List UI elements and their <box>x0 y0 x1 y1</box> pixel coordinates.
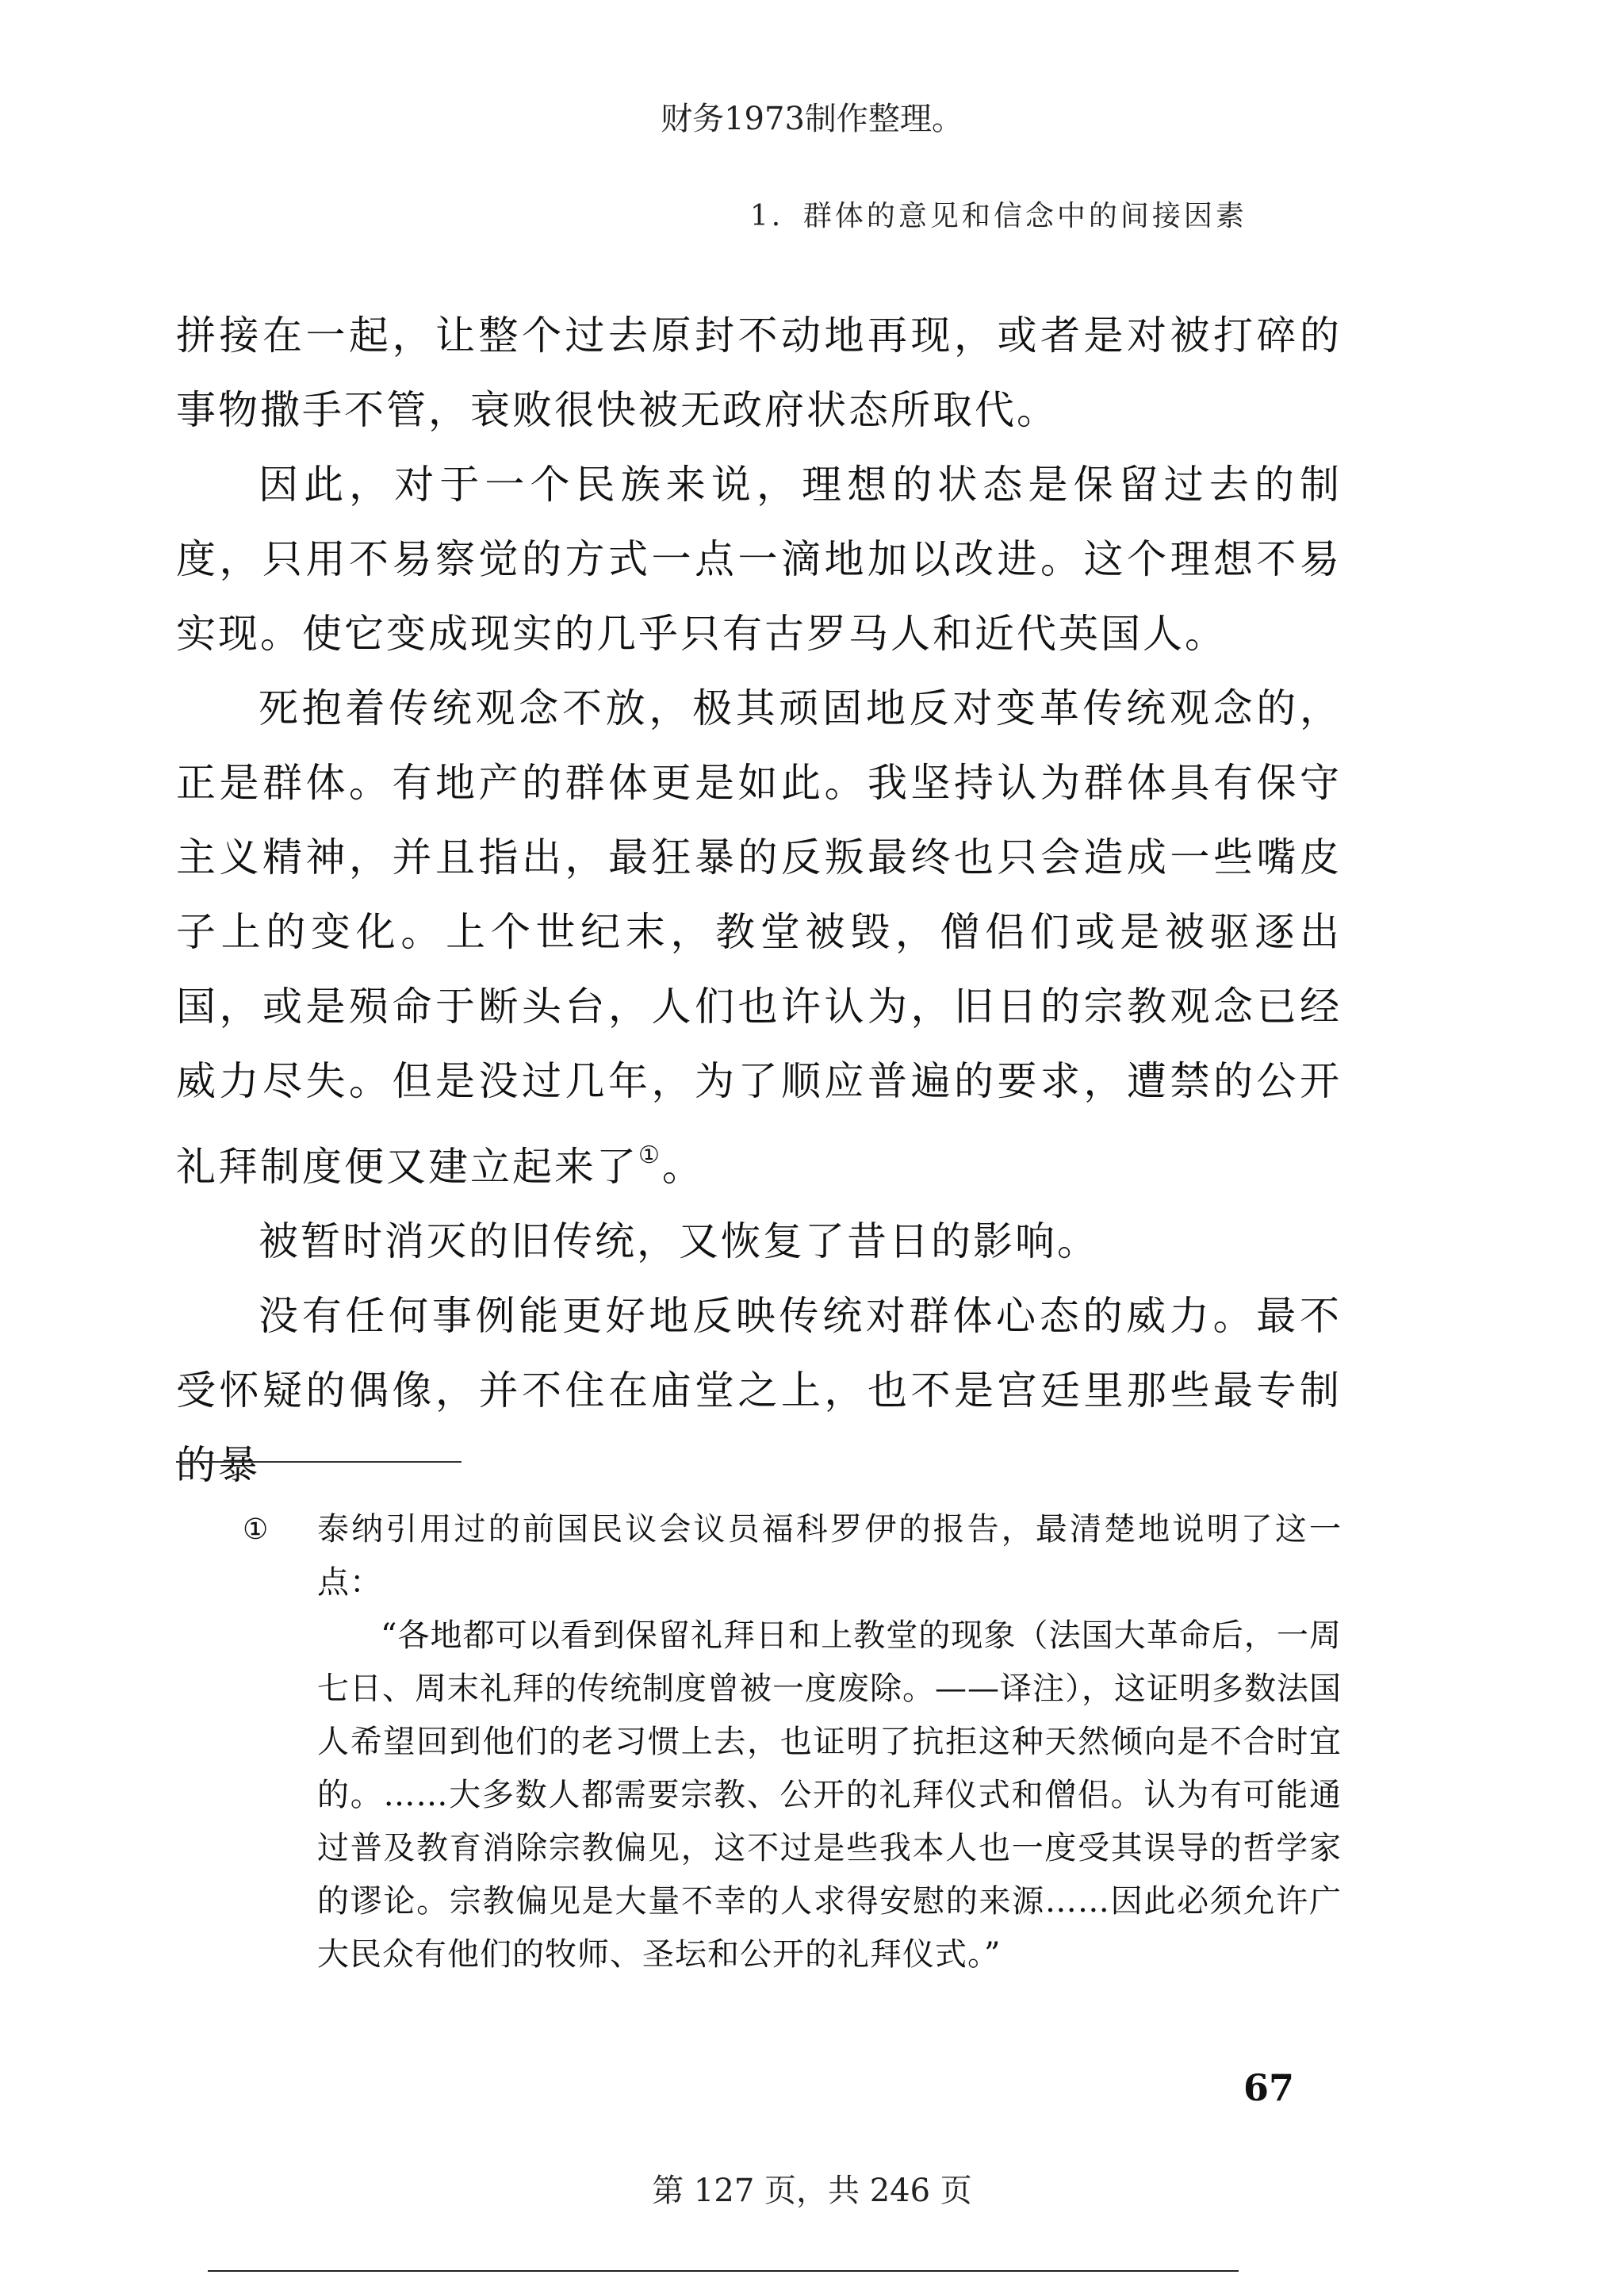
top-note: 财务1973制作整理。 <box>661 101 963 137</box>
footnote-reference[interactable]: ① <box>638 1141 662 1169</box>
body-text <box>176 298 1342 1502</box>
footnote-quote: “各地都可以看到保留礼拜日和上教堂的现象（法国大革命后，一周七日、周末礼拜的传统制度曾被一度废除。——译注），这证明多数法国人希望回到他们的老习惯上去，也证明了抗拒这种天然倾向是不合时宜的。……大多数人都需要宗教、公开的礼拜仪式和僧侣。认为有可能通过普及教育消除宗教偏见，这不过是些我本人也一度受其误导的哲学家的谬论。宗教偏见是大量不幸的人求得安慰的来源……因此必须允许广大民众有他们的牧师、圣坛和公开的礼拜仪式。” <box>317 1617 1342 1973</box>
paragraph-2: 因此，对于一个民族来说，理想的状态是保留过去的制度，只用不易察觉的方式一点一滴地加以改进。这个理想不易实现。使它变成现实的几乎只有古罗马人和近代英国人。 <box>176 462 1342 657</box>
footnote <box>176 1503 1342 1981</box>
page-counter: 第 127 页，共 246 页 <box>652 2173 972 2209</box>
bottom-scan-rule <box>208 2270 1239 2272</box>
footnote-marker: ① <box>243 1513 270 1546</box>
paragraph-3-tail: 。 <box>661 1144 704 1190</box>
paragraph-1: 拼接在一起，让整个过去原封不动地再现，或者是对被打碎的事物撒手不管，衰败很快被无政府状态所取代。 <box>176 313 1342 433</box>
paragraph-3-text: 死抱着传统观念不放，极其顽固地反对变革传统观念的，正是群体。有地产的群体更是如此。我坚持认为群体具有保守主义精神，并且指出，最狂暴的反叛最终也只会造成一些嘴皮子上的变化。上个世纪末，教堂被毁，僧侣们或是被驱逐出国，或是殒命于断头台，人们也许认为，旧日的宗教观念已经威力尽失。但是没过几年，为了顺应普遍的要求，遭禁的公开礼拜制度便又建立起来了 <box>176 685 1342 1190</box>
footnote-divider <box>176 1461 462 1463</box>
page-number: 67 <box>1243 2066 1295 2109</box>
paragraph-5: 没有任何事例能更好地反映传统对群体心态的威力。最不受怀疑的偶像，并不住在庙堂之上，也不是宫廷里那些最专制的暴 <box>176 1293 1342 1488</box>
paragraph-3 <box>176 671 1342 1204</box>
footnote-intro: 泰纳引用过的前国民议会议员福科罗伊的报告，最清楚地说明了这一点： <box>317 1511 1342 1601</box>
footnote-body <box>317 1503 1342 1981</box>
paragraph-4: 被暂时消灭的旧传统，又恢复了昔日的影响。 <box>259 1218 1099 1264</box>
running-head: 1．群体的意见和信念中的间接因素 <box>750 200 1247 232</box>
